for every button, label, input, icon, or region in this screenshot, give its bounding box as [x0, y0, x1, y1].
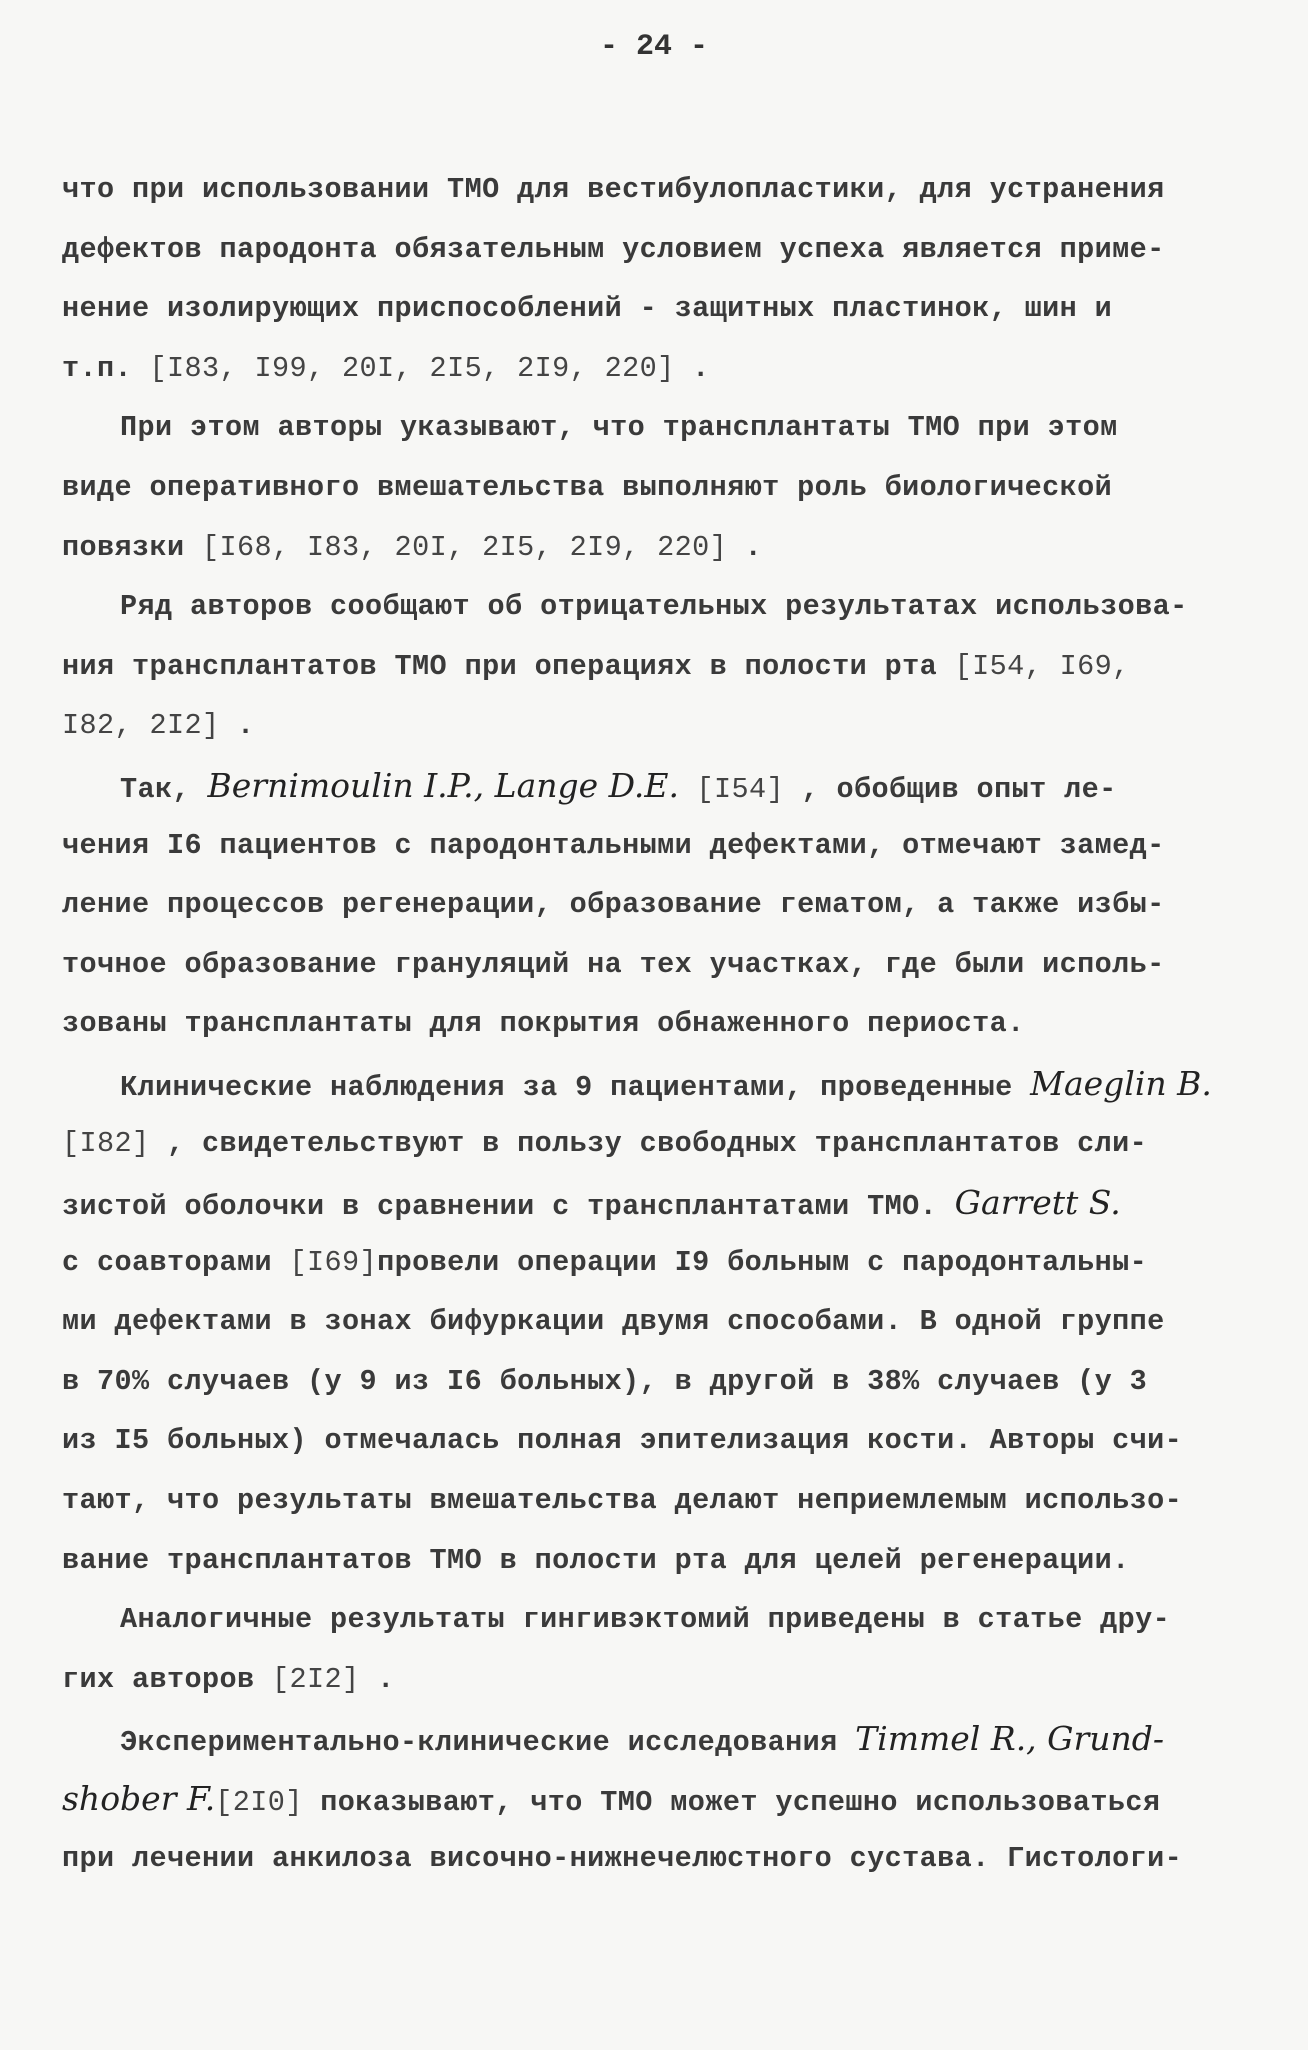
- text-run: что при использовании ТМО для вестибулопластики, для устранения: [62, 173, 1165, 206]
- text-line: [62, 339, 1262, 399]
- text-line: [62, 756, 1262, 816]
- citation-reference: [2I0]: [215, 1786, 303, 1820]
- text-run: вание трансплантатов ТМО в полости рта для целей регенерации.: [62, 1543, 1130, 1577]
- text-run: , обобщив опыт ле-: [784, 772, 1117, 806]
- text-line: [62, 935, 1262, 995]
- citation-reference: [I82]: [62, 1126, 150, 1160]
- citation-reference: [I69]: [289, 1245, 378, 1279]
- text-line: [62, 1531, 1262, 1591]
- text-run: т.п.: [62, 351, 150, 385]
- text-run: с соавторами: [62, 1245, 290, 1279]
- handwritten-author-name: shober F.: [62, 1779, 216, 1819]
- text-line: [62, 1054, 1262, 1114]
- text-line: [62, 518, 1262, 578]
- text-run: .: [674, 351, 710, 385]
- text-run: в 70% случаев (у 9 из I6 больных), в другой в 38% случаев (у 3: [62, 1364, 1148, 1398]
- text-line: [62, 637, 1262, 697]
- text-line: [62, 398, 1262, 458]
- text-run: При этом авторы указывают, что трансплантаты ТМО при этом: [120, 411, 1118, 445]
- text-line: [62, 279, 1262, 339]
- text-run: чения I6 пациентов с пародонтальными дефектами, отмечают замед-: [62, 828, 1165, 862]
- text-run: , свидетельствуют в пользу свободных трансплантатов сли-: [149, 1126, 1148, 1160]
- text-line: [62, 160, 1262, 220]
- text-run: Так,: [120, 772, 208, 806]
- citation-reference: [2I2]: [272, 1662, 360, 1696]
- text-run: .: [359, 1662, 395, 1696]
- body-text: [62, 160, 1262, 1888]
- text-run: из I5 больных) отмечалась полная эпителизация кости. Авторы счи-: [62, 1424, 1183, 1458]
- text-line: [62, 1471, 1262, 1531]
- text-line: [62, 1411, 1262, 1471]
- text-run: точное образование грануляций на тех участках, где были исполь-: [62, 947, 1165, 981]
- text-run: Аналогичные результаты гингивэктомий приведены в статье дру-: [120, 1603, 1171, 1637]
- text-run: зистой оболочки в сравнении с трансплантатами ТМО.: [62, 1190, 955, 1224]
- text-run: показывают, что ТМО может успешно использоваться: [302, 1786, 1161, 1820]
- text-run: .: [219, 709, 255, 743]
- text-run: провели операции I9 больным с пародонтальны-: [377, 1245, 1148, 1279]
- text-line: [62, 816, 1262, 876]
- citation-reference: I82, 2I2]: [62, 709, 220, 743]
- text-line: [62, 577, 1262, 637]
- text-run: Ряд авторов сообщают об отрицательных результатах использова-: [120, 590, 1188, 624]
- text-run: при лечении анкилоза височно-нижнечелюстного сустава. Гистологи-: [62, 1841, 1183, 1875]
- text-line: [62, 1829, 1262, 1889]
- text-line: [62, 875, 1262, 935]
- text-line: [62, 1709, 1262, 1769]
- text-line: [62, 1233, 1262, 1293]
- text-run: зованы трансплантаты для покрытия обнаженного периоста.: [62, 1007, 1025, 1041]
- text-run: ление процессов регенерации, образование гематом, а также избы-: [62, 888, 1165, 922]
- text-line: [62, 1292, 1262, 1352]
- text-line: [62, 1590, 1262, 1650]
- citation-reference: [I68, I83, 20I, 2I5, 2I9, 220]: [202, 530, 728, 564]
- text-run: [679, 773, 697, 806]
- citation-reference: [I54]: [696, 772, 785, 806]
- citation-reference: [I83, I99, 20I, 2I5, 2I9, 220]: [149, 351, 675, 385]
- text-line: [62, 994, 1262, 1054]
- text-line: [62, 458, 1262, 518]
- text-run: дефектов пародонта обязательным условием успеха является приме-: [62, 232, 1165, 266]
- handwritten-author-name: Timmel R., Grund-: [855, 1719, 1165, 1759]
- page-number: - 24 -: [599, 30, 709, 64]
- text-run: тают, что результаты вмешательства делают неприемлемым использо-: [62, 1484, 1183, 1518]
- text-run: гих авторов: [62, 1662, 273, 1696]
- text-line: [62, 1769, 1262, 1829]
- text-run: нение изолирующих приспособлений - защитных пластинок, шин и: [62, 292, 1113, 326]
- text-run: ния трансплантатов ТМО при операциях в полости рта: [62, 649, 955, 683]
- text-run: виде оперативного вмешательства выполняют роль биологической: [62, 470, 1113, 504]
- text-line: [62, 696, 1262, 756]
- citation-reference: [I54, I69,: [954, 649, 1130, 683]
- text-run: .: [727, 530, 763, 564]
- text-line: [62, 1650, 1262, 1710]
- handwritten-author-name: Bernimoulin I.P., Lange D.E.: [207, 765, 679, 805]
- handwritten-author-name: Maeglin B.: [1030, 1063, 1212, 1103]
- text-line: [62, 1114, 1262, 1174]
- text-line: [62, 1173, 1262, 1233]
- text-run: ми дефектами в зонах бифуркации двумя способами. В одной группе: [62, 1305, 1165, 1339]
- text-run: Клинические наблюдения за 9 пациентами, проведенные: [120, 1070, 1031, 1104]
- text-run: повязки: [62, 530, 203, 564]
- handwritten-author-name: Garrett S.: [954, 1183, 1121, 1223]
- text-run: Экспериментально-клинические исследования: [120, 1726, 856, 1760]
- text-line: [62, 220, 1262, 280]
- text-line: [62, 1352, 1262, 1412]
